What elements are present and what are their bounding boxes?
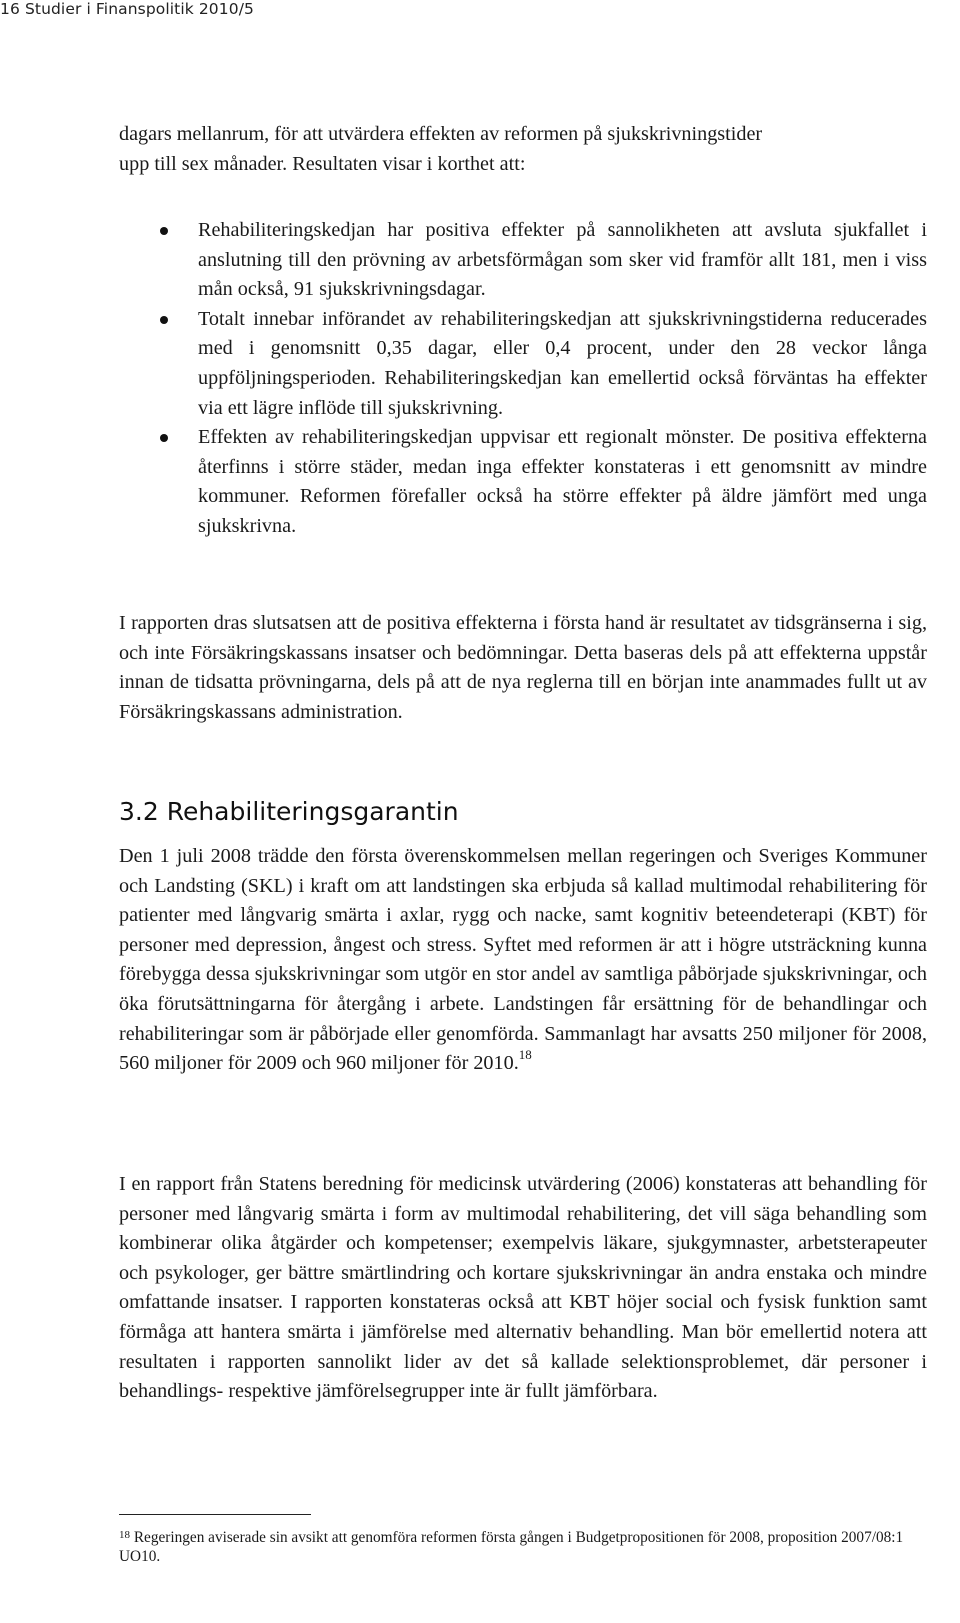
list-item <box>160 423 927 541</box>
intro-paragraph <box>119 120 927 179</box>
list-item-text: Effekten av rehabiliteringskedjan uppvisar ett regionalt mönster. De positiva effekterna återfinns i större städer, medan inga effekter konstateras i ett genomsnitt av mindre kommuner. Reformen förefaller också ha större effekter på äldre jämfört med unga sjukskrivna. <box>198 426 927 537</box>
list-item-text: Rehabiliteringskedjan har positiva effekter på sannolikheten att avsluta sjukfallet i anslutning till den prövning av arbetsförmågan som sker vid framför allt 181, men i viss mån också, 91 sjukskrivningsdagar. <box>198 219 927 301</box>
bullet-icon <box>160 316 168 324</box>
footnote-divider <box>119 1514 311 1515</box>
conclusion-paragraph: I rapporten dras slutsatsen att de positiva effekterna i första hand är resultatet av tidsgränserna i sig, och inte Försäkringskassans insatser och bedömningar. Detta baseras dels på att effekterna uppstår innan de tidsatta prövningarna, dels på att de nya reglerna till en början inte anammades fullt ut av Försäkringskassans administration. <box>119 612 927 723</box>
intro-line-1: dagars mellanrum, för att utvärdera effekten av reformen på sjukskrivningstider <box>119 123 763 145</box>
section-heading: 3.2 Rehabiliteringsgarantin <box>119 797 459 826</box>
footnote-text: Regeringen aviserade sin avsikt att genomföra reformen första gången i Budgetpropositionen för 2008, proposition 2007/08:1 UO10. <box>119 1529 904 1565</box>
findings-list <box>160 216 927 542</box>
footnote-reference[interactable]: 18 <box>518 1047 532 1063</box>
page-header: 16 Studier i Finanspolitik 2010/5 <box>0 0 254 18</box>
guarantee-paragraph <box>119 842 927 1079</box>
bullet-icon <box>160 434 168 442</box>
footnote-number: 18 <box>119 1529 130 1541</box>
list-item <box>160 216 927 305</box>
guarantee-paragraph-text: Den 1 juli 2008 trädde den första överenskommelsen mellan regeringen och Sveriges Kommuner och Landsting (SKL) i kraft om att landstingen ska erbjuda så kallad multimodal rehabilitering för patienter med långvarig smärta i axlar, rygg och nacke, samt kognitiv beteendeterapi (KBT) för personer med depression, ångest och stress. Syftet med reformen är att i högre utsträckning kunna förebygga dessa sjukskrivningar som utgör en stor andel av samtliga påbörjade sjukskrivningar, och öka förutsättningarna för återgång i arbete. Landstingen får ersättning för de behandlingar och rehabiliteringar som är påbörjade eller genomförda. Sammanlagt har avsatts 250 miljoner för 2008, 560 miljoner för 2009 och 960 miljoner för 2010. <box>119 845 927 1075</box>
list-item <box>160 305 927 423</box>
intro-line-2: upp till sex månader. Resultaten visar i korthet att: <box>119 152 526 175</box>
bullet-icon <box>160 227 168 235</box>
list-item-text: Totalt innebar införandet av rehabiliteringskedjan att sjukskrivningstiderna reducerades med i genomsnitt 0,35 dagar, eller 0,4 procent, under den 28 veckor långa uppföljningsperioden. Rehabiliteringskedjan kan emellertid också förväntas ha effekter via ett lägre inflöde till sjukskrivning. <box>198 307 927 419</box>
sbu-report-paragraph: I en rapport från Statens beredning för medicinsk utvärdering (2006) konstateras att behandling för personer med långvarig smärta i form av multimodal rehabilitering, det vill säga behandling som kombinerar olika åtgärder och kompetenser; exempelvis läkare, sjukgymnaster, arbetsterapeuter och psykologer, ger bättre smärtlindring och kortare sjukskrivningar än andra enstaka och mindre omfattande insatser. I rapporten konstateras också att KBT höjer social och fysisk funktion samt förmåga att hantera smärta i jämförelse med alternativ behandling. Man bör emellertid notera att resultaten i rapporten sannolikt lider av det så kallade selektionsproblemet, där personer i behandlings- respektive jämförelsegrupper inte är fullt jämförbara. <box>119 1173 927 1403</box>
footnote <box>119 1528 927 1566</box>
